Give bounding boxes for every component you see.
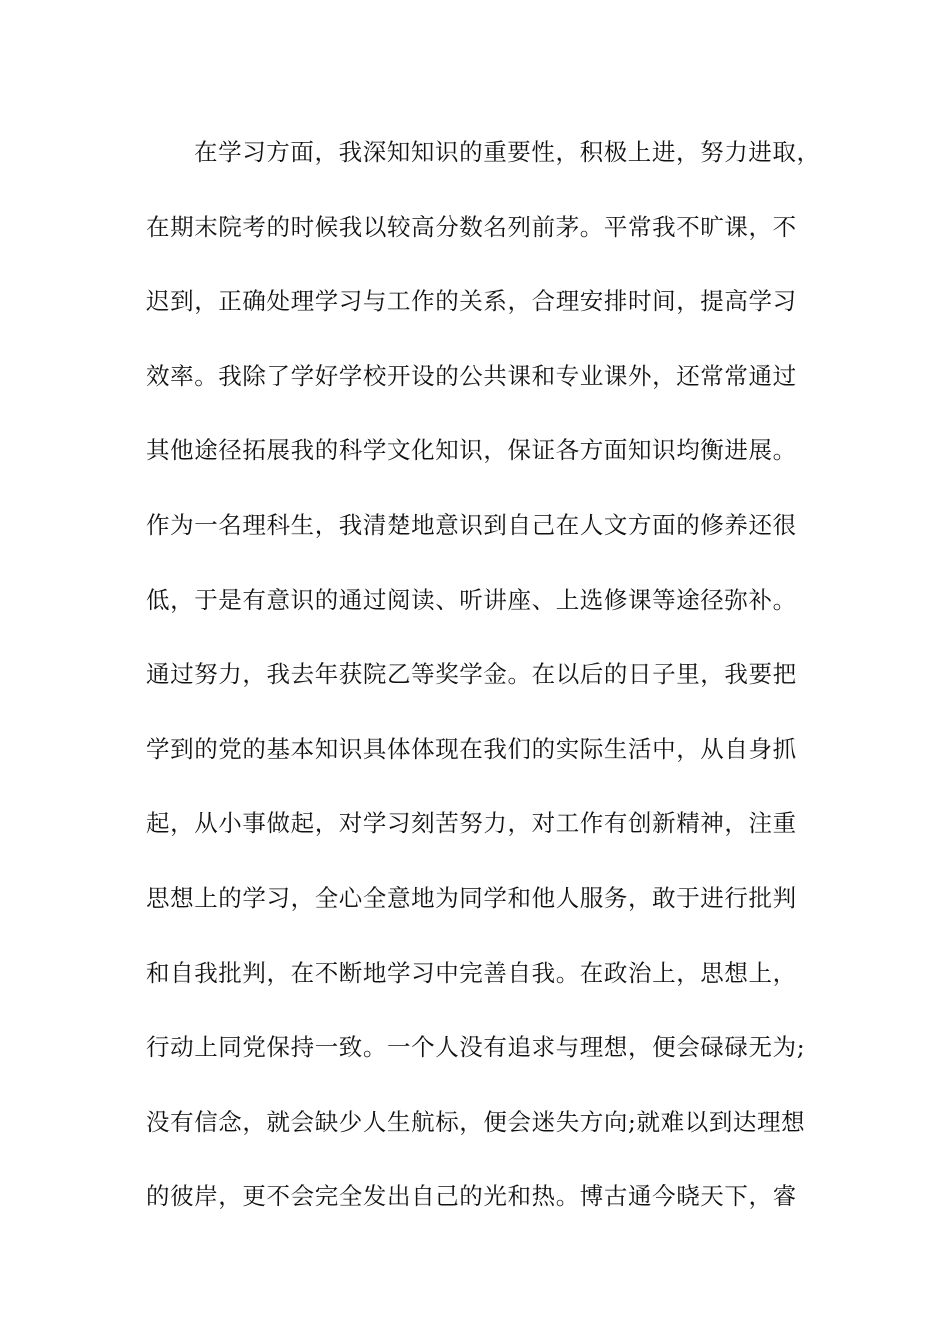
text-line: 作为一名理科生，我清楚地意识到自己在人文方面的修养还很 — [146, 510, 797, 539]
text-line: 没有信念，就会缺少人生航标，便会迷失方向;就难以到达理想 — [146, 1107, 806, 1136]
text-line: 行动上同党保持一致。一个人没有追求与理想，便会碌碌无为; — [146, 1033, 806, 1062]
text-line: 其他途径拓展我的科学文化知识，保证各方面知识均衡进展。 — [146, 436, 797, 465]
text-line: 效率。我除了学好学校开设的公共课和专业课外，还常常通过 — [146, 361, 797, 390]
text-line: 的彼岸，更不会完全发出自己的光和热。博古通今晓天下，睿 — [146, 1182, 797, 1211]
text-line: 迟到，正确处理学习与工作的关系，合理安排时间，提高学习 — [146, 287, 797, 316]
text-line: 学到的党的基本知识具体体现在我们的实际生活中，从自身抓 — [146, 734, 797, 763]
text-line: 通过努力，我去年获院乙等奖学金。在以后的日子里，我要把 — [146, 660, 797, 689]
text-line: 起，从小事做起，对学习刻苦努力，对工作有创新精神，注重 — [146, 809, 797, 838]
text-line: 低，于是有意识的通过阅读、听讲座、上选修课等途径弥补。 — [146, 585, 797, 614]
text-line: 在期末院考的时候我以较高分数名列前茅。平常我不旷课，不 — [146, 212, 797, 241]
text-line: 在学习方面，我深知知识的重要性，积极上进，努力进取， — [194, 138, 821, 166]
text-line: 和自我批判，在不断地学习中完善自我。在政治上，思想上， — [146, 958, 797, 987]
body-text — [146, 130, 826, 1249]
text-line: 思想上的学习，全心全意地为同学和他人服务，敢于进行批判 — [146, 883, 797, 912]
